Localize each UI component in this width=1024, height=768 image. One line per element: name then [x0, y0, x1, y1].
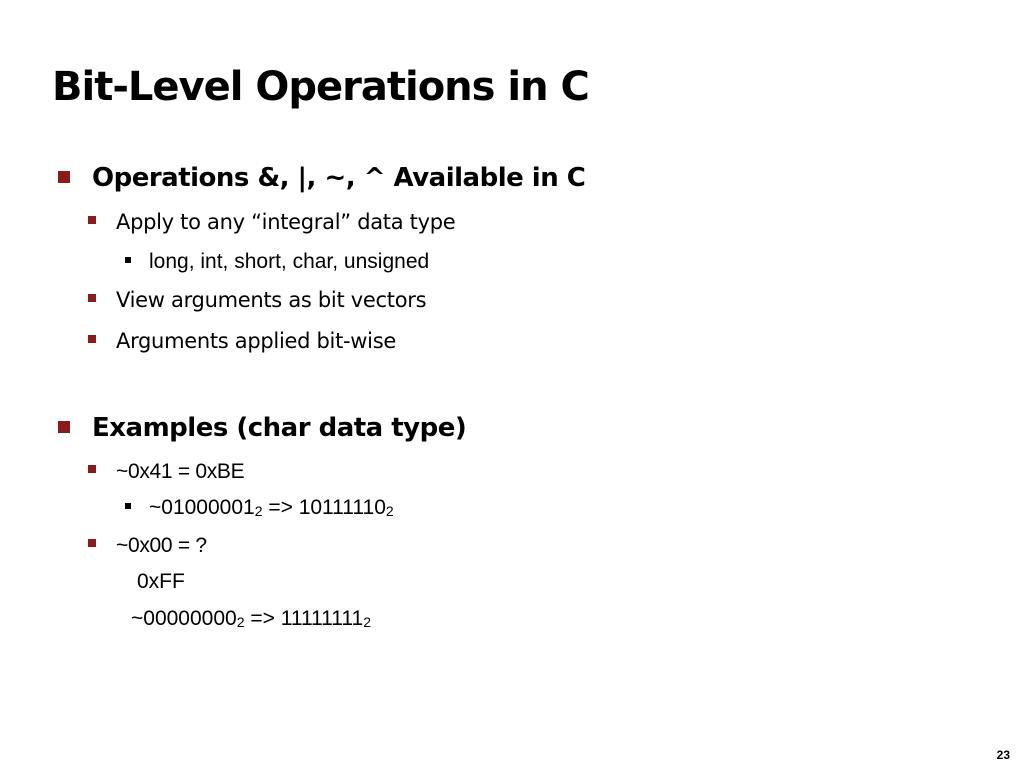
bullet-ex1-detail: [125, 496, 394, 520]
bullet-marker: [88, 216, 96, 224]
ex2-detail: [131, 607, 371, 631]
bullet-marker: [88, 539, 96, 547]
types-text: long, int, short, char, unsigned: [149, 250, 430, 273]
bullet-vectors: [88, 288, 426, 312]
subscript: 2: [363, 614, 372, 630]
bullet-ex2: [88, 533, 207, 558]
ex1-detail-b: => 10111110: [262, 496, 386, 519]
ex2-answer: 0xFF: [137, 570, 185, 593]
ex2-text: ~0x00 = ?: [116, 534, 207, 557]
subscript: 2: [385, 503, 394, 519]
slide-title: Bit-Level Operations in C: [52, 64, 589, 110]
bullet-bitwise: [88, 329, 396, 353]
bullet-marker: [125, 257, 131, 263]
bullet-apply: [88, 210, 455, 234]
bitwise-text: Arguments applied bit-wise: [116, 329, 396, 353]
examples-heading: Examples (char data type): [92, 413, 467, 443]
operations-heading: Operations &, |, ~, ^ Available in C: [92, 163, 586, 193]
bullet-marker: [58, 421, 70, 433]
bullet-marker: [88, 335, 96, 343]
bullet-marker: [88, 294, 96, 302]
bullet-marker: [125, 503, 131, 509]
bullet-operations: [58, 163, 585, 193]
ex1-text: ~0x41 = 0xBE: [116, 460, 245, 483]
vectors-text: View arguments as bit vectors: [116, 288, 427, 312]
ex2-detail-b: => 11111111: [244, 607, 364, 630]
bullet-examples: [58, 413, 466, 443]
apply-text: Apply to any “integral” data type: [116, 210, 456, 234]
subscript: 2: [254, 503, 263, 519]
page-number: 23: [996, 748, 1010, 762]
ex1-detail-a: ~01000001: [149, 496, 255, 519]
ex2-detail-a: ~00000000: [131, 607, 237, 630]
bullet-marker: [88, 465, 96, 473]
bullet-types: [125, 250, 429, 274]
bullet-ex1: [88, 459, 244, 484]
subscript: 2: [236, 614, 245, 630]
bullet-marker: [58, 171, 70, 183]
